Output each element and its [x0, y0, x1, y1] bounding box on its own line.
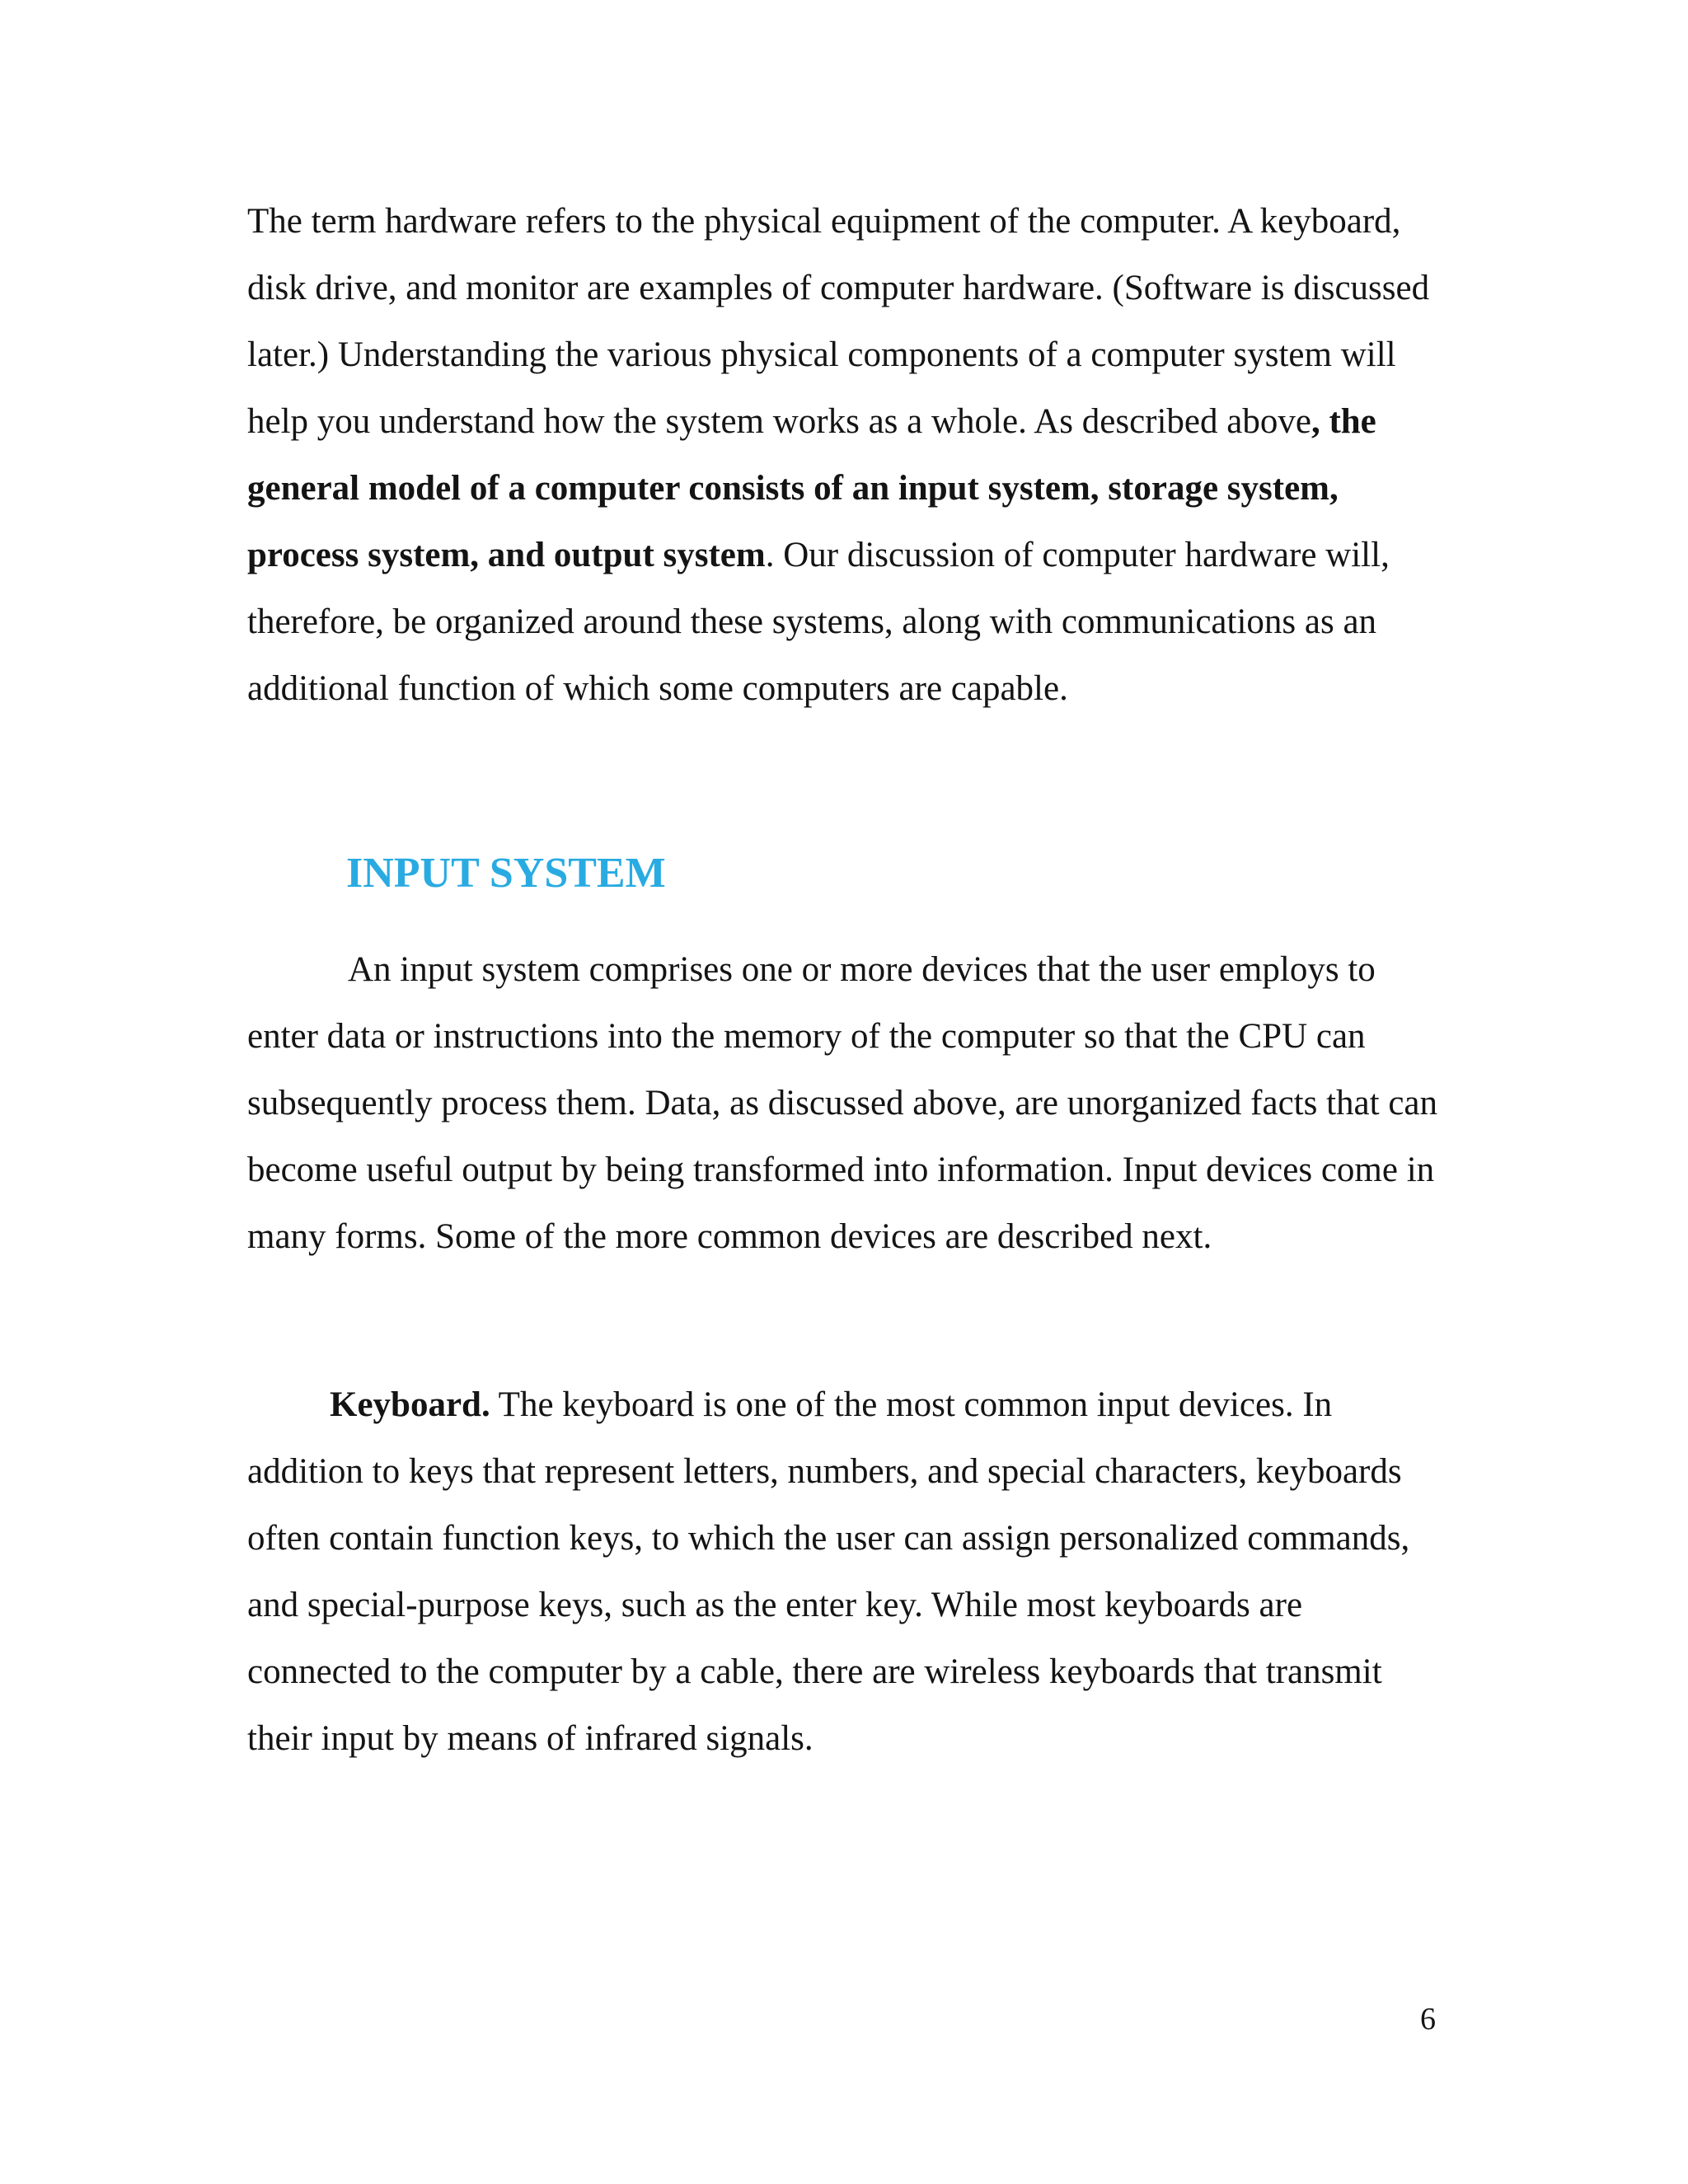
paragraph-hardware-intro [247, 188, 1442, 722]
paragraph-text: The keyboard is one of the most common input devices. In addition to keys that represent letters, numbers, and special characters, keyboards often contain function keys, to which the user can assign personalized commands, and special-purpose keys, such as the enter key. While most keyboards are connected to the computer by a cable, there are wireless keyboards that transmit their input by means of infrared signals. [247, 1385, 1410, 1758]
section-heading-input-system: INPUT SYSTEM [346, 850, 666, 897]
keyboard-lead-term: Keyboard. [330, 1385, 490, 1424]
paragraph-text: . Our discussion of computer hardware will, therefore, be organized around these systems, along with communications as an additional function of which some computers are capable. [247, 536, 1390, 708]
paragraph-input-system: An input system comprises one or more devices that the user employs to enter data or instructions into the memory of the computer so that the CPU can subsequently process them. Data, as discussed above, are unorganized facts that can become useful output by being transformed into information. Input devices come in many forms. Some of the more common devices are described next. [247, 950, 1438, 1256]
paragraph-text: The term hardware refers to the physical equipment of the computer. A keyboard, disk drive, and monitor are examples of computer hardware. (Software is discussed later.) Understanding the various physical components of a computer system will help you understand how the system works as a whole. As described above [247, 202, 1430, 441]
bold-emphasis-text: , the general model of a computer consists of an input system, storage system, process system, and output system [247, 402, 1376, 574]
page-number: 6 [1420, 2002, 1436, 2036]
paragraph-keyboard [247, 1371, 1442, 1772]
